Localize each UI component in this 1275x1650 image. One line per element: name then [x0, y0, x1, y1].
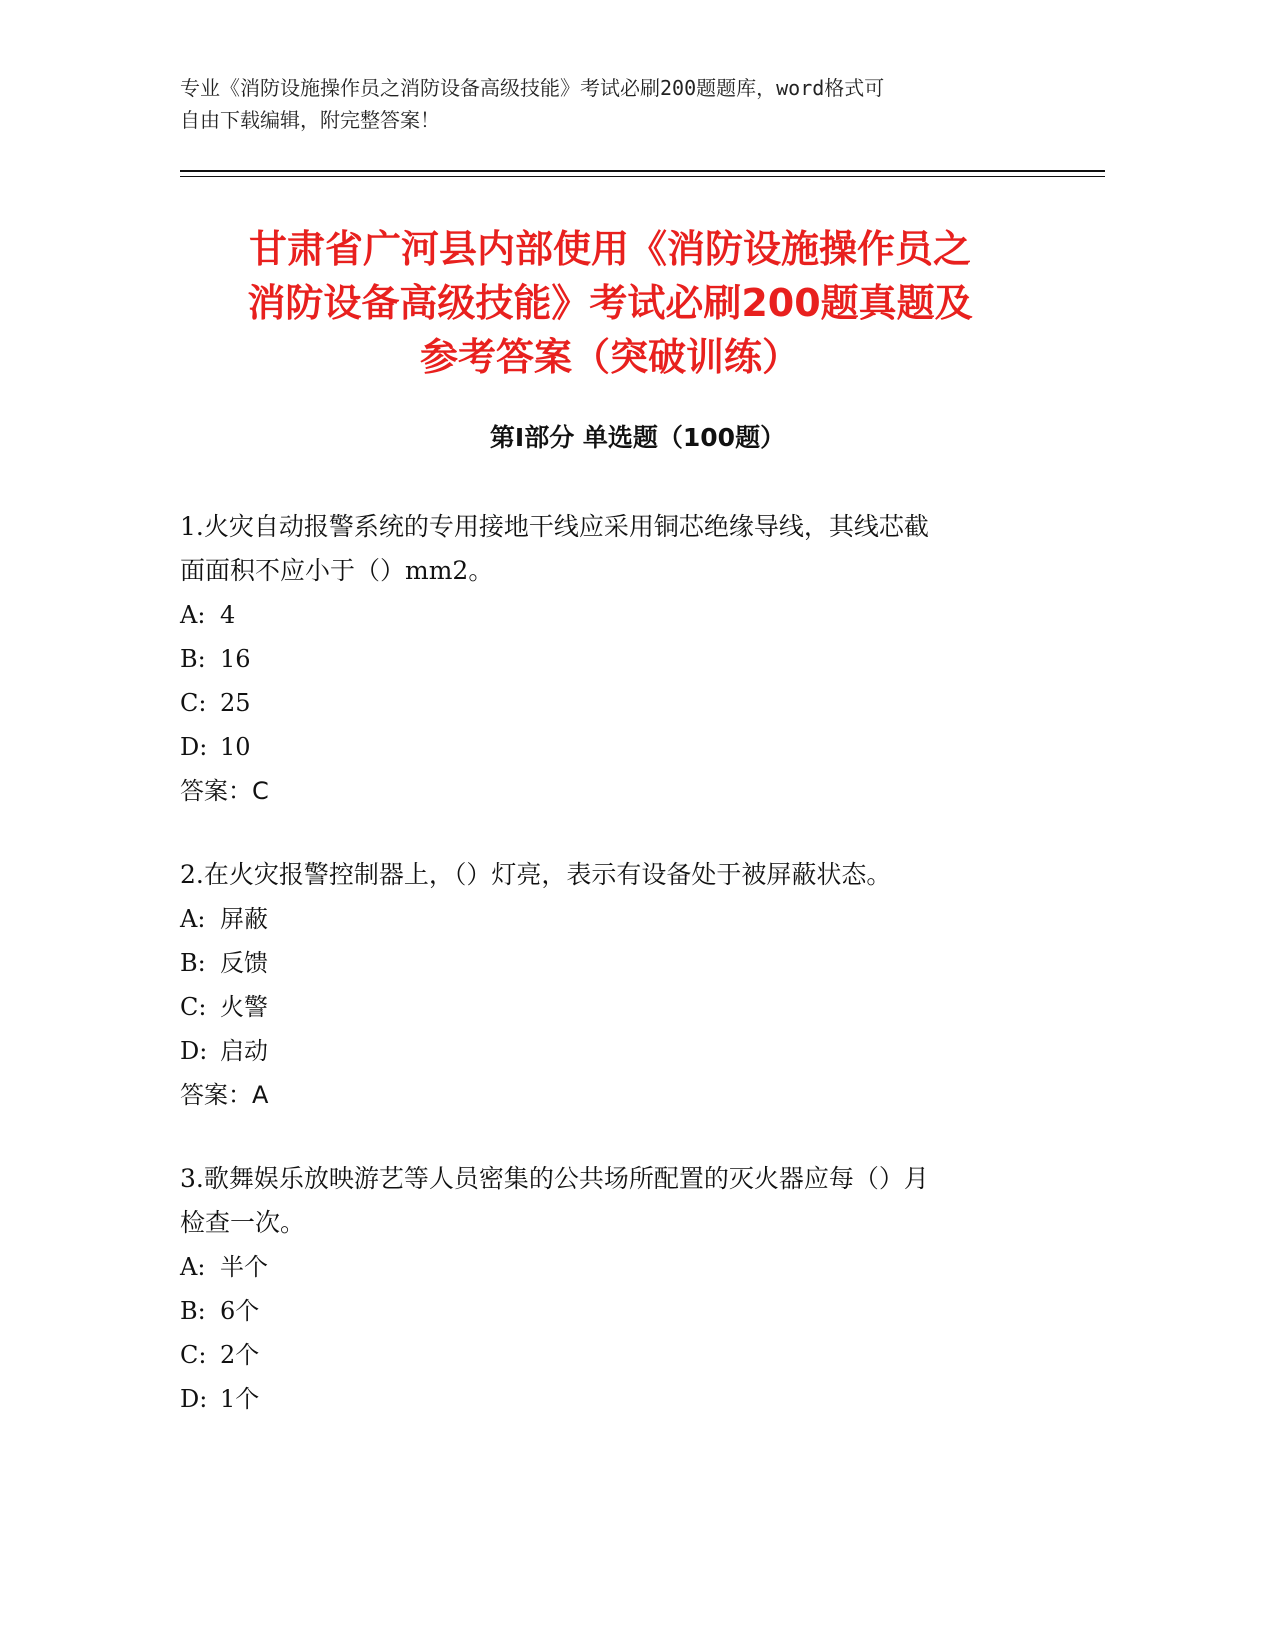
option-text: 火警	[220, 993, 268, 1021]
option-letter: B:	[180, 1297, 206, 1325]
document-title-line-2: 消防设备高级技能》考试必刷200题真题及	[247, 281, 973, 325]
question-stem	[180, 505, 1040, 593]
option-text: 4	[220, 601, 236, 629]
question-2	[180, 853, 1040, 1117]
header-note	[180, 72, 1030, 136]
option-letter: C:	[180, 1341, 207, 1369]
question-list	[180, 505, 1040, 1461]
question-stem-line: 面面积不应小于（）mm2。	[180, 556, 494, 585]
document-title-line-1: 甘肃省广河县内部使用《消防设施操作员之	[248, 227, 971, 271]
option-letter: B:	[180, 949, 206, 977]
question-stem-line: 3.歌舞娱乐放映游艺等人员密集的公共场所配置的灭火器应每（）月	[180, 1164, 929, 1193]
header-note-line-2: 自由下载编辑，附完整答案！	[180, 108, 440, 132]
option-text: 25	[220, 689, 251, 717]
answer-label: 答案：A	[180, 1081, 269, 1109]
option-d	[180, 1377, 1040, 1421]
option-b	[180, 941, 1040, 985]
option-a	[180, 593, 1040, 637]
header-divider-thick	[180, 170, 1105, 172]
header-divider-thin	[180, 176, 1105, 177]
option-text: 16	[220, 645, 251, 673]
option-a	[180, 1245, 1040, 1289]
question-stem-line: 2.在火灾报警控制器上，（）灯亮，表示有设备处于被屏蔽状态。	[180, 860, 892, 889]
option-letter: D:	[180, 733, 208, 761]
option-c	[180, 985, 1040, 1029]
option-b	[180, 1289, 1040, 1333]
question-stem-line: 1.火灾自动报警系统的专用接地干线应采用铜芯绝缘导线，其线芯截	[180, 512, 929, 541]
option-text: 反馈	[220, 949, 268, 977]
option-b	[180, 637, 1040, 681]
option-text: 1个	[220, 1385, 260, 1413]
option-text: 6个	[220, 1297, 260, 1325]
question-stem	[180, 853, 1040, 897]
document-title	[150, 222, 1070, 384]
option-letter: C:	[180, 993, 207, 1021]
header-note-line-1: 专业《消防设施操作员之消防设备高级技能》考试必刷200题题库，word格式可	[180, 76, 885, 100]
option-a	[180, 897, 1040, 941]
option-letter: A:	[180, 905, 206, 933]
question-stem-line: 检查一次。	[180, 1208, 306, 1237]
option-letter: D:	[180, 1385, 208, 1413]
option-text: 启动	[220, 1037, 268, 1065]
option-text: 2个	[220, 1341, 260, 1369]
question-3	[180, 1157, 1040, 1421]
option-letter: B:	[180, 645, 206, 673]
option-text: 10	[220, 733, 251, 761]
option-letter: A:	[180, 1253, 206, 1281]
option-text: 屏蔽	[220, 905, 268, 933]
option-d	[180, 1029, 1040, 1073]
option-c	[180, 681, 1040, 725]
document-title-line-3: 参考答案（突破训练）	[419, 335, 800, 379]
section-heading: 第I部分 单选题（100题）	[489, 423, 786, 452]
option-text: 半个	[220, 1253, 268, 1281]
question-stem	[180, 1157, 1040, 1245]
option-letter: A:	[180, 601, 206, 629]
option-d	[180, 725, 1040, 769]
question-1	[180, 505, 1040, 813]
option-letter: D:	[180, 1037, 208, 1065]
option-c	[180, 1333, 1040, 1377]
answer-label: 答案：C	[180, 777, 269, 805]
option-letter: C:	[180, 689, 207, 717]
